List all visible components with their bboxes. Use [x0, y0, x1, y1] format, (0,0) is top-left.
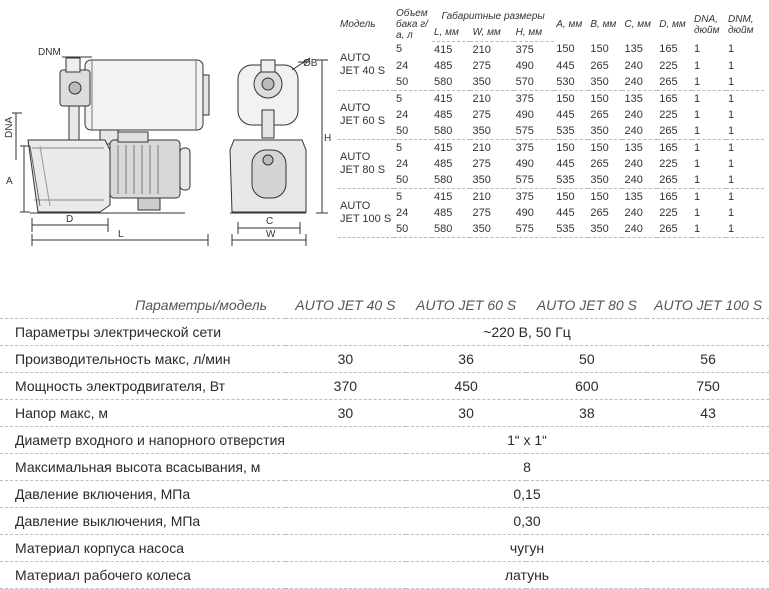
dim-cell: 265 — [590, 157, 609, 170]
dim-dna: DNA — [4, 116, 15, 138]
param-value: 36 — [406, 346, 527, 373]
col-h: H, мм — [514, 24, 555, 41]
dim-dnm: DNM — [38, 47, 61, 58]
dim-cell: 150 — [590, 141, 609, 154]
params-header-model: AUTO JET 80 S — [526, 292, 647, 319]
dim-cell: 50 — [394, 123, 432, 140]
param-label: Мощность электродвигателя, Вт — [0, 373, 285, 400]
dim-cell: 1 — [728, 190, 735, 203]
dim-cell: 150 — [590, 92, 609, 105]
dim-cell: 580 — [432, 74, 470, 91]
dim-cell: 1 — [694, 43, 701, 56]
dim-cell: 350 — [588, 74, 622, 91]
dim-cell: 135 — [624, 92, 643, 105]
dim-cell: 5 — [396, 190, 403, 203]
param-label: Давление включения, МПа — [0, 481, 285, 508]
param-label: Производительность макс, л/мин — [0, 346, 285, 373]
dim-cell: 135 — [624, 141, 643, 154]
param-value: чугун — [285, 535, 769, 562]
dim-b: ØB — [303, 58, 318, 69]
dim-model-name: AUTO JET 80 S — [338, 139, 394, 188]
dim-cell: 485 — [434, 157, 453, 170]
param-label: Материал корпуса насоса — [0, 535, 285, 562]
dim-cell: 1 — [694, 206, 701, 219]
dim-cell: 50 — [394, 172, 432, 189]
dim-cell: 1 — [726, 221, 764, 238]
dim-cell: 415 — [434, 190, 453, 203]
dim-cell: 150 — [556, 190, 575, 203]
param-label: Максимальная высота всасывания, м — [0, 454, 285, 481]
dim-cell: 490 — [515, 59, 534, 72]
dim-cell: 240 — [624, 206, 643, 219]
parameters-table — [0, 292, 769, 589]
dim-d: D — [66, 214, 74, 225]
dim-row — [338, 205, 764, 221]
dim-cell: 1 — [728, 92, 735, 105]
dim-cell: 275 — [472, 157, 491, 170]
dim-cell: 415 — [434, 141, 453, 154]
dim-cell: 1 — [694, 59, 701, 72]
dim-cell: 1 — [694, 108, 701, 121]
param-value: латунь — [285, 562, 769, 589]
dim-row — [338, 172, 764, 189]
dim-cell: 5 — [396, 141, 403, 154]
dim-cell: 445 — [556, 108, 575, 121]
dim-cell: 1 — [726, 123, 764, 140]
dim-cell: 445 — [556, 59, 575, 72]
dim-cell: 225 — [659, 206, 678, 219]
dim-cell: 1 — [692, 172, 726, 189]
dim-cell: 415 — [434, 92, 453, 105]
dim-cell: 265 — [657, 221, 692, 238]
dim-cell: 1 — [694, 141, 701, 154]
dim-cell: 580 — [432, 123, 470, 140]
dim-cell: 24 — [396, 59, 409, 72]
param-label: Материал рабочего колеса — [0, 562, 285, 589]
dim-model-name: AUTO JET 60 S — [338, 90, 394, 139]
dim-cell: 1 — [728, 141, 735, 154]
dim-cell: 375 — [515, 92, 534, 105]
dim-cell: 375 — [515, 43, 534, 56]
dim-cell: 580 — [432, 221, 470, 238]
dim-cell: 165 — [659, 43, 678, 56]
dim-cell: 1 — [728, 206, 735, 219]
dim-cell: 445 — [556, 206, 575, 219]
dim-cell: 275 — [472, 206, 491, 219]
dim-row — [338, 123, 764, 140]
dim-cell: 1 — [692, 74, 726, 91]
dim-cell: 135 — [624, 43, 643, 56]
param-value: 50 — [526, 346, 647, 373]
dim-model-name: AUTO JET 40 S — [338, 41, 394, 90]
dim-cell: 210 — [472, 43, 491, 56]
dim-cell: 1 — [726, 172, 764, 189]
dim-cell: 265 — [590, 59, 609, 72]
dim-cell: 575 — [514, 172, 555, 189]
col-overall: Габаритные размеры — [441, 10, 545, 22]
params-row — [0, 427, 769, 454]
dim-cell: 1 — [694, 157, 701, 170]
dim-row — [338, 156, 764, 172]
param-value: 56 — [647, 346, 769, 373]
dim-cell: 1 — [728, 43, 735, 56]
params-header-label: Параметры/модель — [0, 292, 285, 319]
dim-cell: 210 — [472, 92, 491, 105]
params-row — [0, 346, 769, 373]
col-b: B, мм — [590, 19, 617, 30]
param-value: ~220 В, 50 Гц — [285, 319, 769, 346]
motor — [110, 140, 180, 198]
dim-cell: 535 — [554, 123, 588, 140]
dim-row — [338, 90, 764, 107]
dim-cell: 490 — [515, 108, 534, 121]
col-l: L, мм — [432, 24, 470, 41]
param-label: Диаметр входного и напорного отверстия — [0, 427, 285, 454]
param-value: 1“ х 1“ — [285, 427, 769, 454]
dim-cell: 240 — [622, 74, 657, 91]
dim-cell: 350 — [588, 123, 622, 140]
dim-cell: 240 — [622, 221, 657, 238]
dim-cell: 275 — [472, 59, 491, 72]
dim-cell: 265 — [657, 172, 692, 189]
dimensions-body — [338, 41, 764, 237]
dim-cell: 265 — [657, 123, 692, 140]
dim-cell: 490 — [515, 206, 534, 219]
dim-cell: 225 — [659, 59, 678, 72]
dim-cell: 485 — [434, 59, 453, 72]
col-dna: DNA, дюйм — [694, 13, 720, 36]
dim-cell: 485 — [434, 206, 453, 219]
param-value: 0,30 — [285, 508, 769, 535]
params-row — [0, 481, 769, 508]
param-value: 8 — [285, 454, 769, 481]
dim-cell: 535 — [554, 221, 588, 238]
params-row — [0, 319, 769, 346]
dim-cell: 275 — [472, 108, 491, 121]
params-row — [0, 535, 769, 562]
dim-cell: 265 — [590, 108, 609, 121]
dim-cell: 265 — [657, 74, 692, 91]
params-header-model: AUTO JET 60 S — [406, 292, 527, 319]
dim-cell: 240 — [624, 157, 643, 170]
col-w: W, мм — [470, 24, 513, 41]
dim-cell: 485 — [434, 108, 453, 121]
col-d: D, мм — [659, 19, 686, 30]
dim-cell: 350 — [588, 221, 622, 238]
dim-a: A — [6, 176, 13, 187]
dim-cell: 240 — [624, 108, 643, 121]
dim-cell: 24 — [396, 206, 409, 219]
dim-cell: 5 — [396, 43, 403, 56]
dim-c: C — [266, 216, 274, 227]
dim-model-name: AUTO JET 100 S — [338, 188, 394, 237]
dim-l: L — [118, 229, 124, 240]
dim-cell: 150 — [590, 190, 609, 203]
dim-cell: 210 — [472, 190, 491, 203]
col-model: Модель — [340, 19, 376, 30]
dim-cell: 1 — [728, 157, 735, 170]
dim-cell: 350 — [588, 172, 622, 189]
param-label: Параметры электрической сети — [0, 319, 285, 346]
dim-cell: 375 — [515, 190, 534, 203]
dim-cell: 570 — [514, 74, 555, 91]
dim-cell: 575 — [514, 221, 555, 238]
dim-cell: 1 — [694, 92, 701, 105]
dim-cell: 165 — [659, 92, 678, 105]
dim-cell: 150 — [590, 43, 609, 56]
dim-cell: 1 — [692, 123, 726, 140]
dim-row — [338, 107, 764, 123]
dim-cell: 1 — [692, 221, 726, 238]
dim-cell: 210 — [472, 141, 491, 154]
params-row — [0, 562, 769, 589]
dim-row — [338, 58, 764, 74]
param-value: 30 — [406, 400, 527, 427]
dim-cell: 575 — [514, 123, 555, 140]
parameters-body — [0, 292, 769, 589]
dim-cell: 24 — [396, 108, 409, 121]
dim-row — [338, 188, 764, 205]
pump-dimension-drawing — [0, 0, 335, 265]
dim-cell: 1 — [694, 190, 701, 203]
dim-cell: 490 — [515, 157, 534, 170]
dim-h: H — [324, 133, 332, 144]
dim-cell: 240 — [622, 172, 657, 189]
dim-cell: 150 — [556, 141, 575, 154]
dim-row — [338, 74, 764, 91]
dim-cell: 445 — [556, 157, 575, 170]
col-a: A, мм — [556, 19, 583, 30]
dim-cell: 350 — [470, 172, 513, 189]
dim-cell: 50 — [394, 221, 432, 238]
param-label: Напор макс, м — [0, 400, 285, 427]
tank-side — [85, 60, 203, 130]
dim-w: W — [266, 229, 276, 240]
dim-cell: 165 — [659, 141, 678, 154]
dim-cell: 350 — [470, 123, 513, 140]
dim-cell: 265 — [590, 206, 609, 219]
dim-cell: 580 — [432, 172, 470, 189]
dim-cell: 150 — [556, 43, 575, 56]
dim-cell: 350 — [470, 221, 513, 238]
params-header-model: AUTO JET 100 S — [647, 292, 769, 319]
col-dnm: DNM, дюйм — [728, 13, 754, 36]
dim-cell: 1 — [728, 108, 735, 121]
params-row — [0, 454, 769, 481]
param-value: 750 — [647, 373, 769, 400]
dim-row — [338, 139, 764, 156]
param-value: 600 — [526, 373, 647, 400]
param-value: 0,15 — [285, 481, 769, 508]
col-tank: Объем бака г/а, л — [396, 8, 428, 41]
dim-row — [338, 221, 764, 238]
dim-cell: 530 — [554, 74, 588, 91]
col-c: C, мм — [624, 19, 651, 30]
dim-cell: 225 — [659, 157, 678, 170]
dim-cell: 350 — [470, 74, 513, 91]
dim-cell: 415 — [434, 43, 453, 56]
params-header-model: AUTO JET 40 S — [285, 292, 406, 319]
params-row — [0, 400, 769, 427]
dim-row — [338, 41, 764, 58]
params-row — [0, 508, 769, 535]
dim-cell: 135 — [624, 190, 643, 203]
dim-cell: 240 — [622, 123, 657, 140]
params-header-row — [0, 292, 769, 319]
dim-cell: 240 — [624, 59, 643, 72]
dim-cell: 1 — [726, 74, 764, 91]
dim-cell: 1 — [728, 59, 735, 72]
dim-cell: 225 — [659, 108, 678, 121]
param-value: 450 — [406, 373, 527, 400]
dim-cell: 24 — [396, 157, 409, 170]
dim-cell: 5 — [396, 92, 403, 105]
param-value: 43 — [647, 400, 769, 427]
dim-cell: 165 — [659, 190, 678, 203]
params-row — [0, 373, 769, 400]
dim-cell: 535 — [554, 172, 588, 189]
dim-cell: 375 — [515, 141, 534, 154]
param-value: 38 — [526, 400, 647, 427]
param-value: 30 — [285, 346, 406, 373]
dimensions-table — [338, 8, 764, 238]
param-value: 30 — [285, 400, 406, 427]
param-label: Давление выключения, МПа — [0, 508, 285, 535]
dim-cell: 50 — [394, 74, 432, 91]
dim-cell: 150 — [556, 92, 575, 105]
param-value: 370 — [285, 373, 406, 400]
